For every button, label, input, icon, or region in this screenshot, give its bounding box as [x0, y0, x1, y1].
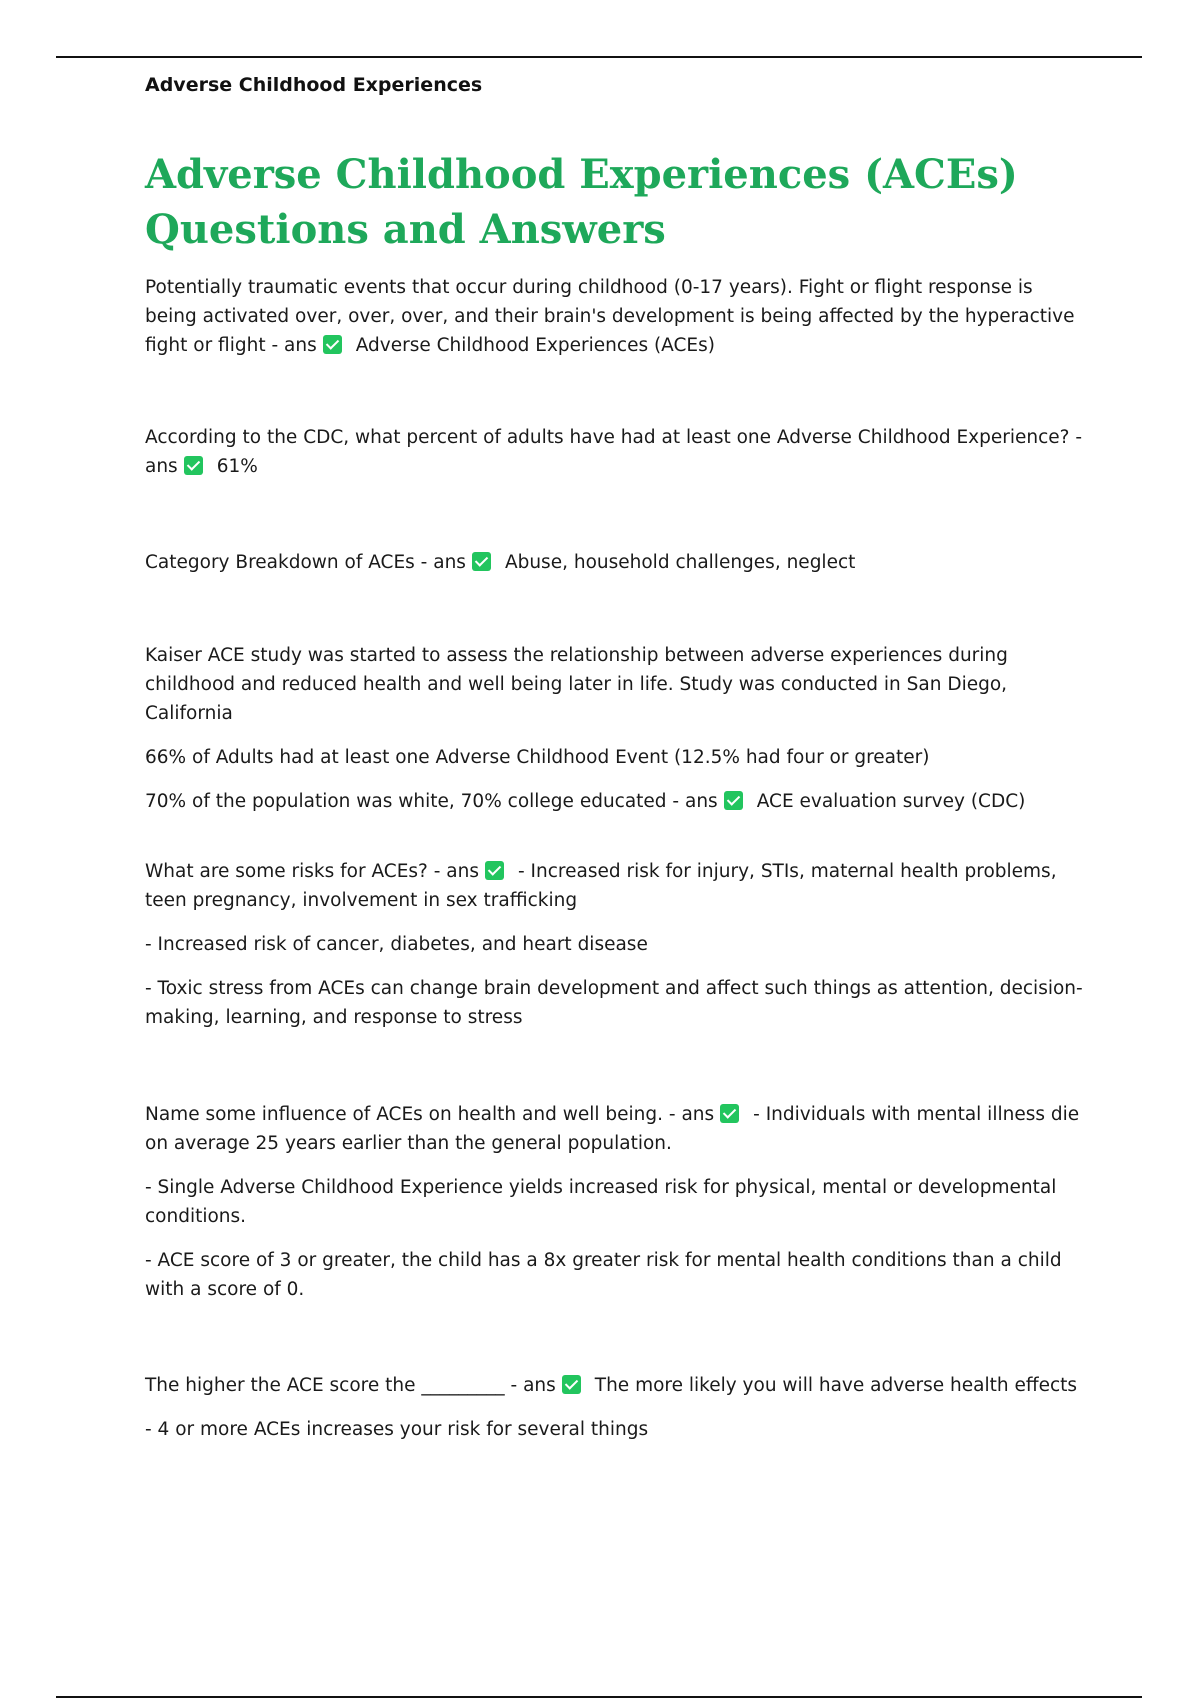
qa-answer: - Individuals with mental illness die on average 25 years earlier than the general population.: [145, 1104, 1080, 1154]
qa-item-4: [145, 641, 1085, 816]
qa-question-line: [145, 423, 1085, 481]
qa-question-line: [145, 1371, 1085, 1400]
bottom-rule: [56, 1696, 1142, 1698]
check-icon: [724, 791, 743, 810]
check-icon: [720, 1104, 739, 1123]
running-header: Adverse Childhood Experiences: [145, 74, 483, 96]
qa-item-5: [145, 857, 1085, 1032]
qa-question-line: [145, 548, 1085, 577]
qa-item-3: [145, 548, 1085, 577]
document-title: [145, 147, 1085, 257]
qa-question: Potentially traumatic events that occur during childhood (0-17 years). Fight or flight response is being activated over, over, over, and their brain's development is being affected by the hyperactive fight or flight -: [145, 277, 1075, 356]
qa-context-line: Kaiser ACE study was started to assess the relationship between adverse experiences during childhood and reduced health and well being later in life. Study was conducted in San Diego, California: [145, 645, 1008, 724]
answer-marker: ans: [681, 1104, 715, 1125]
qa-question-line: [145, 787, 1085, 816]
qa-answer: Adverse Childhood Experiences (ACEs): [355, 335, 715, 356]
qa-item-6: [145, 1100, 1085, 1304]
qa-question-line: [145, 857, 1085, 915]
qa-question-line: [145, 1100, 1085, 1158]
qa-question: According to the CDC, what percent of adults have had at least one Adverse Childhood Experience? -: [145, 427, 1083, 448]
answer-marker: ans: [284, 335, 317, 356]
qa-question-line: [145, 273, 1085, 360]
answer-marker: ans: [145, 456, 178, 477]
qa-answer-line: - ACE score of 3 or greater, the child has a 8x greater risk for mental health conditions than a child with a score of 0.: [145, 1250, 1062, 1300]
qa-question: Category Breakdown of ACEs -: [145, 552, 434, 573]
qa-answer: Abuse, household challenges, neglect: [504, 552, 856, 573]
qa-question: 70% of the population was white, 70% college educated -: [145, 791, 685, 812]
check-icon: [323, 335, 342, 354]
qa-question: What are some risks for ACEs? -: [145, 861, 447, 882]
qa-answer-line: - Increased risk of cancer, diabetes, and heart disease: [145, 934, 648, 955]
qa-answer: - Increased risk for injury, STIs, maternal health problems, teen pregnancy, involvement in sex trafficking: [145, 861, 1057, 911]
answer-marker: ans: [433, 552, 466, 573]
qa-answer-line: - 4 or more ACEs increases your risk for several things: [145, 1419, 649, 1440]
check-icon: [562, 1375, 581, 1394]
qa-item-1: [145, 273, 1085, 360]
qa-item-2: [145, 423, 1085, 481]
qa-answer-line: - Single Adverse Childhood Experience yields increased risk for physical, mental or developmental conditions.: [145, 1177, 1057, 1227]
qa-item-7: [145, 1371, 1085, 1444]
title-line-1: Adverse Childhood Experiences (ACEs): [145, 151, 1018, 198]
check-icon: [184, 456, 203, 475]
answer-marker: ans: [446, 861, 479, 882]
answer-marker: ans: [523, 1375, 556, 1396]
qa-question: The higher the ACE score the _________ -: [145, 1375, 524, 1396]
qa-answer: The more likely you will have adverse health effects: [594, 1375, 1078, 1396]
qa-answer-line: - Toxic stress from ACEs can change brain development and affect such things as attention, decision-making, learning, and response to stress: [145, 978, 1083, 1028]
title-line-2: Questions and Answers: [145, 206, 666, 253]
qa-answer: 61%: [216, 456, 258, 477]
qa-answer: ACE evaluation survey (CDC): [756, 791, 1026, 812]
check-icon: [485, 861, 504, 880]
qa-context-line: 66% of Adults had at least one Adverse Childhood Event (12.5% had four or greater): [145, 747, 930, 768]
qa-question: Name some influence of ACEs on health and well being. -: [145, 1104, 682, 1125]
top-rule: [56, 56, 1142, 58]
answer-marker: ans: [685, 791, 718, 812]
check-icon: [472, 552, 491, 571]
